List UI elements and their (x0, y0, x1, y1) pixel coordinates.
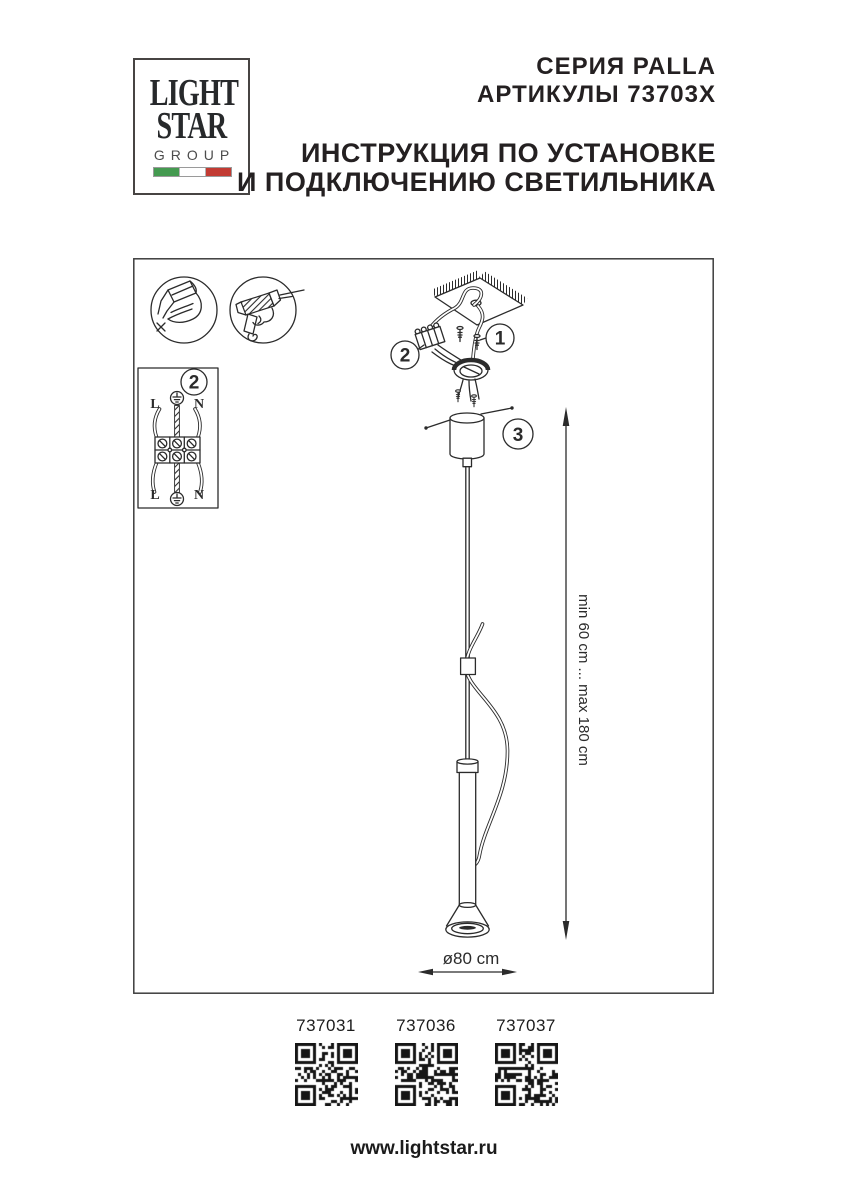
line-label-bottom: L (150, 488, 160, 503)
series-name: СЕРИЯ PALLA (536, 53, 716, 80)
line-label-top: L (150, 397, 160, 412)
callout-2: 2 (399, 345, 411, 367)
qr-code-737037 (495, 1043, 558, 1106)
product-code: 737031 (296, 1016, 356, 1035)
flag-green-stripe (154, 168, 180, 176)
product-item (376, 1016, 476, 1111)
product-item (276, 1016, 376, 1111)
header (237, 53, 716, 197)
lightstar-logo (133, 58, 250, 195)
title-line-1: ИНСТРУКЦИЯ ПО УСТАНОВКЕ (301, 138, 716, 168)
product-qr-list (276, 1016, 576, 1111)
diagram-frame (134, 259, 713, 993)
height-dimension (563, 407, 592, 940)
lamp-shade (446, 903, 489, 938)
title-line-2: И ПОДКЛЮЧЕНИЮ СВЕТИЛЬНИКА (237, 167, 716, 197)
product-code: 737037 (496, 1016, 556, 1035)
lamp-tube (457, 759, 478, 905)
earth-symbol-top (171, 392, 184, 405)
canopy (424, 406, 513, 466)
suspension-cable (466, 467, 469, 761)
wire-stripper-icon (151, 277, 217, 343)
connector-block (414, 322, 445, 349)
wiring-callout-2: 2 (188, 372, 200, 394)
italy-flag-icon (153, 167, 232, 177)
drill-icon (230, 277, 304, 343)
website-url: www.lightstar.ru (350, 1138, 498, 1159)
qr-code-737036 (395, 1043, 458, 1106)
callout-3: 3 (512, 425, 524, 446)
cord-adjuster (461, 658, 476, 675)
logo-word-light: LIGHT (149, 72, 239, 114)
callout-1: 1 (494, 328, 506, 350)
callout-1-badge (480, 324, 514, 352)
logo-text (149, 72, 239, 147)
flag-white-stripe (180, 168, 205, 176)
neutral-label-top: N (193, 397, 205, 412)
wiring-callout-2-badge (181, 369, 207, 395)
mounting-ring (454, 360, 488, 407)
installation-diagram (133, 258, 714, 994)
shade-diameter-label: ø80 cm (442, 949, 500, 968)
callout-3-badge (503, 419, 533, 449)
neutral-label-bottom: N (193, 488, 205, 503)
diameter-dimension (418, 949, 517, 975)
page-title (237, 139, 716, 197)
article-numbers: АРТИКУЛЫ 73703X (477, 81, 716, 108)
earth-symbol-bottom (171, 493, 184, 506)
logo-word-group: GROUP (153, 147, 236, 163)
terminal-block (155, 437, 200, 463)
suspension-range-label: min 60 cm ... max 180 cm (575, 594, 592, 766)
product-item (476, 1016, 576, 1111)
product-code: 737036 (396, 1016, 456, 1035)
logo-word-star: STAR (156, 105, 227, 147)
qr-code-737031 (295, 1043, 358, 1106)
flag-red-stripe (205, 168, 231, 176)
wiring-diagram (138, 368, 218, 508)
